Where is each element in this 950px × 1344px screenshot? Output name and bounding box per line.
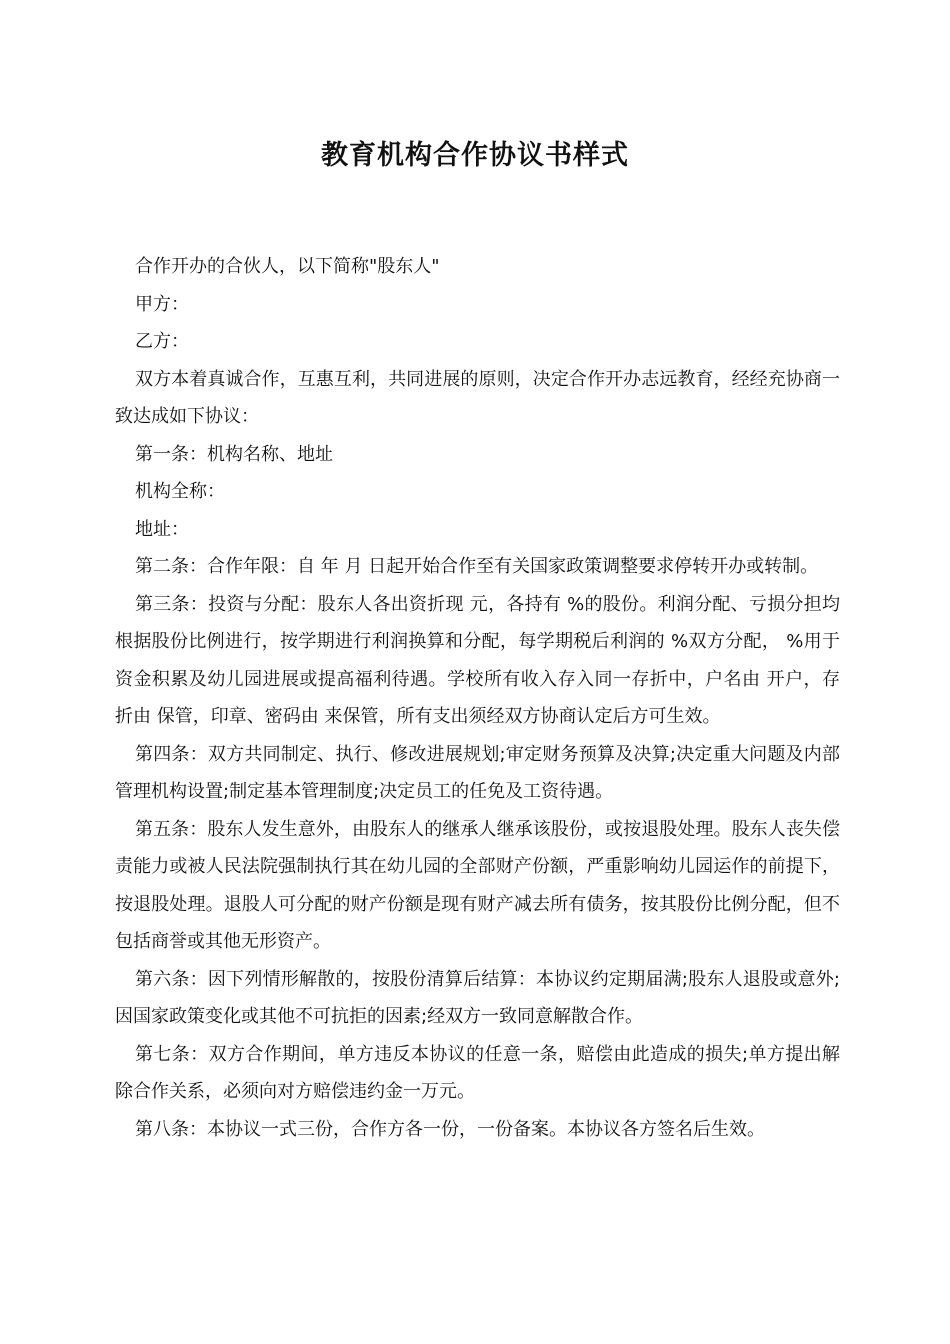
- paragraph-article-6: 第六条：因下列情形解散的，按股份清算后结算：本协议约定期届满;股东人退股或意外;因国家政策变化或其他不可抗拒的因素;经双方一致同意解散合作。: [115, 968, 840, 1027]
- paragraph-article-3: 第三条：投资与分配：股东人各出资折现 元，各持有 %的股份。利润分配、亏损分担均根据股份比例进行，按学期进行利润换算和分配，每学期税后利润的 %双方分配， %用于资金积累及幼儿园进展或提高福利待遇。学校所有收入存入同一存折中，户名由 开户，存折由 保管，印章、密码由 来保管，所有支出须经双方协商认定后方可生效。: [115, 593, 840, 727]
- paragraph-partners-intro: 合作开办的合伙人，以下简称"股东人": [135, 256, 440, 277]
- paragraph-preamble: 双方本着真诚合作，互惠互利，共同进展的原则，决定合作开办志远教育，经经充协商一致达成如下协议：: [115, 368, 840, 427]
- paragraph-party-b: 乙方：: [135, 331, 189, 352]
- paragraph-article-8: 第八条：本协议一式三份，合作方各一份，一份备案。本协议各方签名后生效。: [135, 1118, 765, 1140]
- document-title: 教育机构合作协议书样式: [321, 140, 629, 171]
- paragraph-article-1: 第一条：机构名称、地址: [135, 443, 333, 465]
- paragraph-party-a: 甲方：: [135, 293, 189, 315]
- document-body: [115, 248, 840, 1148]
- paragraph-article-2: 第二条：合作年限：自 年 月 日起开始合作至有关国家政策调整要求停转开办或转制。: [135, 556, 819, 577]
- paragraph-article-5: 第五条：股东人发生意外，由股东人的继承人继承该股份，或按退股处理。股东人丧失偿责能力或被人民法院强制执行其在幼儿园的全部财产份额，严重影响幼儿园运作的前提下，按退股处理。退股人可分配的财产份额是现有财产减去所有债务，按其股份比例分配，但不包括商誉或其他无形资产。: [115, 818, 840, 952]
- paragraph-article-4: 第四条：双方共同制定、执行、修改进展规划;审定财务预算及决算;决定重大问题及内部管理机构设置;制定基本管理制度;决定员工的任免及工资待遇。: [115, 743, 840, 802]
- paragraph-address: 地址：: [135, 518, 189, 540]
- paragraph-institution-name: 机构全称：: [135, 481, 225, 502]
- paragraph-article-7: 第七条：双方合作期间，单方违反本协议的任意一条，赔偿由此造成的损失;单方提出解除合作关系，必须向对方赔偿违约金一万元。: [115, 1043, 840, 1102]
